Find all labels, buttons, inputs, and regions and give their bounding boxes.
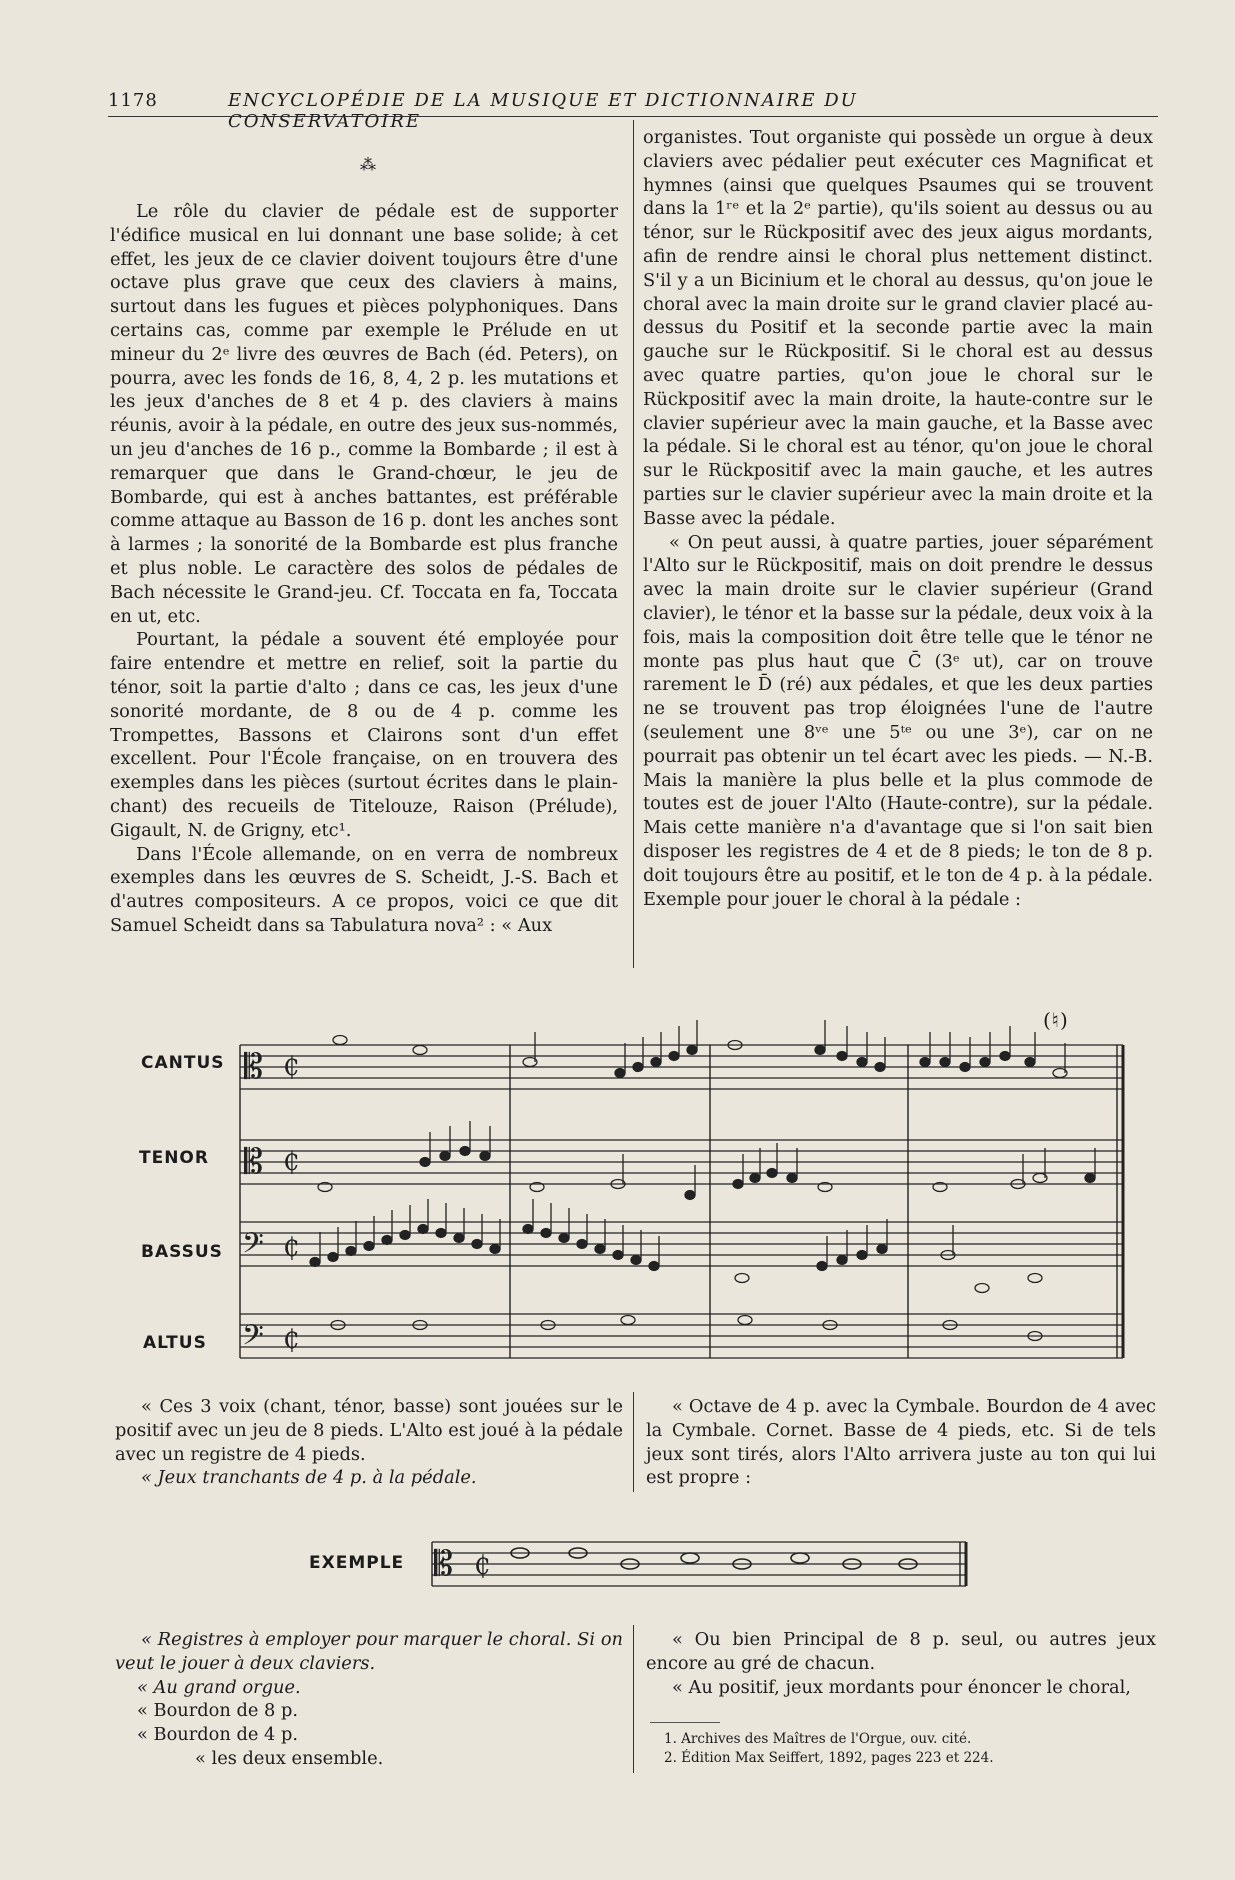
note-head xyxy=(817,1262,827,1271)
column-rule-mid xyxy=(633,1392,634,1492)
note-head xyxy=(857,1058,867,1067)
note-head xyxy=(413,1046,427,1055)
note-head xyxy=(687,1046,697,1055)
staff-altus xyxy=(240,1314,1123,1358)
clef-cantus: 𝄡 xyxy=(244,1047,263,1087)
clef-altus: 𝄢 xyxy=(242,1319,264,1359)
paragraph: Pourtant, la pédale a souvent été employée pour faire entendre et mettre en relief, soit la partie du ténor, soit la partie d'alto ; dans ce cas, les jeux d'une sonorité mordante, de 8 ou de 4 p. comme les Trompettes, Bassons et Clairons sont d'un effet excellent. Pour l'École française, on en trouvera des exemples dans les pièces (surtout écrites dans le plain-chant) des recueils de Titelouze, Raison (Prélude), Gigault, N. de Grigny, etc¹. xyxy=(110,629,618,841)
note-head xyxy=(1000,1052,1010,1061)
example-staff xyxy=(432,1542,966,1586)
note-head xyxy=(310,1258,320,1267)
note-head xyxy=(685,1191,695,1200)
paragraph: Le rôle du clavier de pédale est de supporter l'édifice musical en lui donnant une base solide; à cet effet, les jeux de ce clavier doivent toujours être d'une octave plus grave que ceux des claviers à mains, surtout dans les fugues et pièces polyphoniques. Dans certains cas, comme par exemple le Prélude en ut mineur du 2ᵉ livre des œuvres de Bach (éd. Peters), on pourra, avec les fonds de 16, 8, 4, 2 p. les mutations et les jeux d'anches de 8 et 4 p. des claviers à mains réunis, avoir à la pédale, en outre des jeux sus-nommés, un jeu d'anches de 16 p., comme la Bombarde ; il est à remarquer que dans le Grand-chœur, le jeu de Bombarde, qui est à anches battantes, est préférable comme attaque au Basson de 16 p. dont les anches sont à larmes ; la sonorité de la Bombarde est plus franche et plus noble. Le caractère des solos de pédales de Bach nécessite le Grand-jeu. Cf. Toccata en fa, Toccata en ut, etc. xyxy=(110,201,618,627)
voice-label-tenor: TENOR xyxy=(139,1148,209,1168)
bottom-right-text xyxy=(646,1628,1156,1699)
note-head xyxy=(400,1231,410,1240)
time-sig-cantus: ₵ xyxy=(283,1052,300,1082)
footnotes xyxy=(664,1730,1144,1768)
notes xyxy=(310,1020,1095,1341)
note-head xyxy=(960,1063,970,1072)
time-sig-bassus: ₵ xyxy=(283,1233,300,1263)
note-head xyxy=(577,1240,587,1249)
note-head xyxy=(877,1245,887,1254)
note-head xyxy=(787,1174,797,1183)
note-head xyxy=(940,1058,950,1067)
note-head xyxy=(460,1147,470,1156)
note-head xyxy=(733,1180,743,1189)
time-sig-tenor: ₵ xyxy=(283,1147,300,1177)
text-line: « Registres à employer pour marquer le choral. Si on veut le jouer à deux claviers. xyxy=(115,1629,623,1674)
note-head xyxy=(559,1234,569,1243)
note-head xyxy=(480,1152,490,1161)
note-head xyxy=(490,1245,500,1254)
note-head xyxy=(875,1063,885,1072)
note-head xyxy=(454,1234,464,1243)
note-head xyxy=(440,1152,450,1161)
paragraph: « Jeux tranchants de 4 p. à la pédale. xyxy=(141,1467,477,1489)
mid-right-text xyxy=(646,1395,1156,1490)
staff-tenor xyxy=(240,1140,1123,1184)
note-head xyxy=(436,1229,446,1238)
text-line: « les deux ensemble. xyxy=(195,1747,384,1769)
clef-bassus: 𝄢 xyxy=(242,1227,264,1267)
note-head xyxy=(523,1225,533,1234)
note-head xyxy=(418,1225,428,1234)
voice-label-bassus: BASSUS xyxy=(141,1242,223,1262)
voice-label-altus: ALTUS xyxy=(143,1333,207,1353)
note-head xyxy=(472,1240,482,1249)
example-label: EXEMPLE xyxy=(309,1553,405,1573)
note-head xyxy=(1025,1058,1035,1067)
example-note-head xyxy=(681,1553,699,1563)
text-line: « Au grand orgue. xyxy=(137,1676,301,1698)
section-separator: ⁂ xyxy=(360,155,378,174)
example-note-head xyxy=(791,1553,809,1563)
note-head xyxy=(735,1274,749,1283)
text-line: « Bourdon de 8 p. xyxy=(137,1700,299,1722)
note-head xyxy=(920,1058,930,1067)
note-head xyxy=(615,1069,625,1078)
note-head xyxy=(669,1052,679,1061)
footnote: 2. Édition Max Seiffert, 1892, pages 223 et 224. xyxy=(664,1750,994,1766)
text-line: « Bourdon de 4 p. xyxy=(137,1724,299,1746)
note-head xyxy=(364,1242,374,1251)
note-head xyxy=(980,1058,990,1067)
mid-left-text xyxy=(115,1395,623,1490)
example-notes xyxy=(511,1548,917,1569)
note-head xyxy=(595,1245,605,1254)
note-head xyxy=(651,1058,661,1067)
footnote-rule xyxy=(650,1722,720,1723)
bottom-left-text xyxy=(115,1628,623,1771)
note-head xyxy=(621,1316,635,1325)
clef-tenor: 𝄡 xyxy=(244,1142,263,1182)
note-head xyxy=(975,1284,989,1293)
note-head xyxy=(1085,1174,1095,1183)
note-head xyxy=(420,1158,430,1167)
clef-example: 𝄡 xyxy=(434,1544,453,1584)
note-head xyxy=(328,1253,338,1262)
note-head xyxy=(750,1174,760,1183)
note-head xyxy=(613,1251,623,1260)
column-rule-bottom xyxy=(633,1625,634,1773)
voice-label-cantus: CANTUS xyxy=(141,1053,225,1073)
natural-annotation: (♮) xyxy=(1043,1008,1069,1032)
time-sig-example: ₵ xyxy=(474,1551,491,1581)
running-title: ENCYCLOPÉDIE DE LA MUSIQUE ET DICTIONNAIRE DU CONSERVATOIRE xyxy=(228,90,858,132)
paragraph: organistes. Tout organiste qui possède un orgue à deux claviers avec pédalier peut exécuter ces Magnificat et hymnes (ainsi que quelques Psaumes qui se trouvent dans la 1ʳᵉ et la 2ᵉ partie), qu'ils soient au dessus ou au ténor, sur le Rückpositif avec des jeux aigus mordants, afin de rendre ainsi le choral plus nettement distinct. S'il y a un Bicinium et le choral au dessus, qu'on joue le choral avec la main droite sur le grand clavier placé au-dessus du Positif et la seconde partie avec la main gauche sur le Rückpositif. Si le choral est au dessus avec quatre parties, qu'on joue le choral sur le Rückpositif avec la main droite, la haute-contre sur le clavier supérieur avec la main gauche, et la Basse avec la pédale. Si le choral est au ténor, qu'on joue le choral sur le Rückpositif avec la main gauche, et les autres parties sur le clavier supérieur avec la main droite et la Basse avec la pédale. xyxy=(643,127,1153,529)
note-head xyxy=(767,1169,777,1178)
paragraph: « Ces 3 voix (chant, ténor, basse) sont jouées sur le positif avec un jeu de 8 pieds. L'Alto est joué à la pédale avec un registre de 4 pieds. xyxy=(115,1396,623,1465)
note-head xyxy=(837,1256,847,1265)
note-head xyxy=(333,1036,347,1045)
note-head xyxy=(649,1262,659,1271)
note-head xyxy=(837,1052,847,1061)
page-number: 1178 xyxy=(108,90,158,111)
text-line: « Ou bien Principal de 8 p. seul, ou autres jeux encore au gré de chacun. xyxy=(646,1629,1156,1674)
note-head xyxy=(346,1247,356,1256)
note-head xyxy=(738,1316,752,1325)
note-head xyxy=(633,1063,643,1072)
note-head xyxy=(815,1046,825,1055)
note-head xyxy=(857,1251,867,1260)
note-head xyxy=(382,1236,392,1245)
paragraph: « On peut aussi, à quatre parties, jouer séparément l'Alto sur le Rückpositif, mais on doit prendre le dessus avec la main droite sur le clavier supérieur (Grand clavier), le ténor et la basse sur la pédale, deux voix à la fois, mais la composition doit être telle que le ténor ne monte pas plus haut que C̄ (3ᵉ ut), car on trouve rarement le D̄ (ré) aux pédales, et que les deux parties ne se trouvent pas trop éloignées l'une de l'autre (seulement une 8ᵛᵉ une 5ᵗᵉ ou une 3ᵉ), car on ne pourrait pas obtenir un tel écart avec les pieds. — N.-B. Mais la manière la plus belle et la plus commode de toutes est de jouer l'Alto (Haute-contre), sur la pédale. Mais cette manière n'a d'avantage que si l'on sait bien disposer les registres de 4 et de 8 pieds; le ton de 8 p. doit toujours être au positif, et le ton de 4 p. à la pédale. Exemple pour jouer le choral à la pédale : xyxy=(643,531,1153,910)
note-head xyxy=(1028,1274,1042,1283)
footnote: 1. Archives des Maîtres de l'Orgue, ouv. cité. xyxy=(664,1731,972,1747)
paragraph: « Octave de 4 p. avec la Cymbale. Bourdon de 4 avec la Cymbale. Cornet. Basse de 4 pieds, etc. Si de tels jeux sont tirés, alors l'Alto arrivera juste au ton qui lui est propre : xyxy=(646,1396,1156,1489)
paragraph: Dans l'École allemande, on en verra de nombreux exemples dans les œuvres de S. Scheidt, J.-S. Bach et d'autres compositeurs. A ce propos, voici ce que dit Samuel Scheidt dans sa Tabulatura nova² : « Aux xyxy=(110,843,618,936)
note-head xyxy=(631,1256,641,1265)
note-head xyxy=(541,1229,551,1238)
text-line: « Au positif, jeux mordants pour énoncer le choral, xyxy=(672,1676,1131,1698)
barlines xyxy=(240,1045,1123,1358)
time-sig-altus: ₵ xyxy=(283,1325,300,1355)
